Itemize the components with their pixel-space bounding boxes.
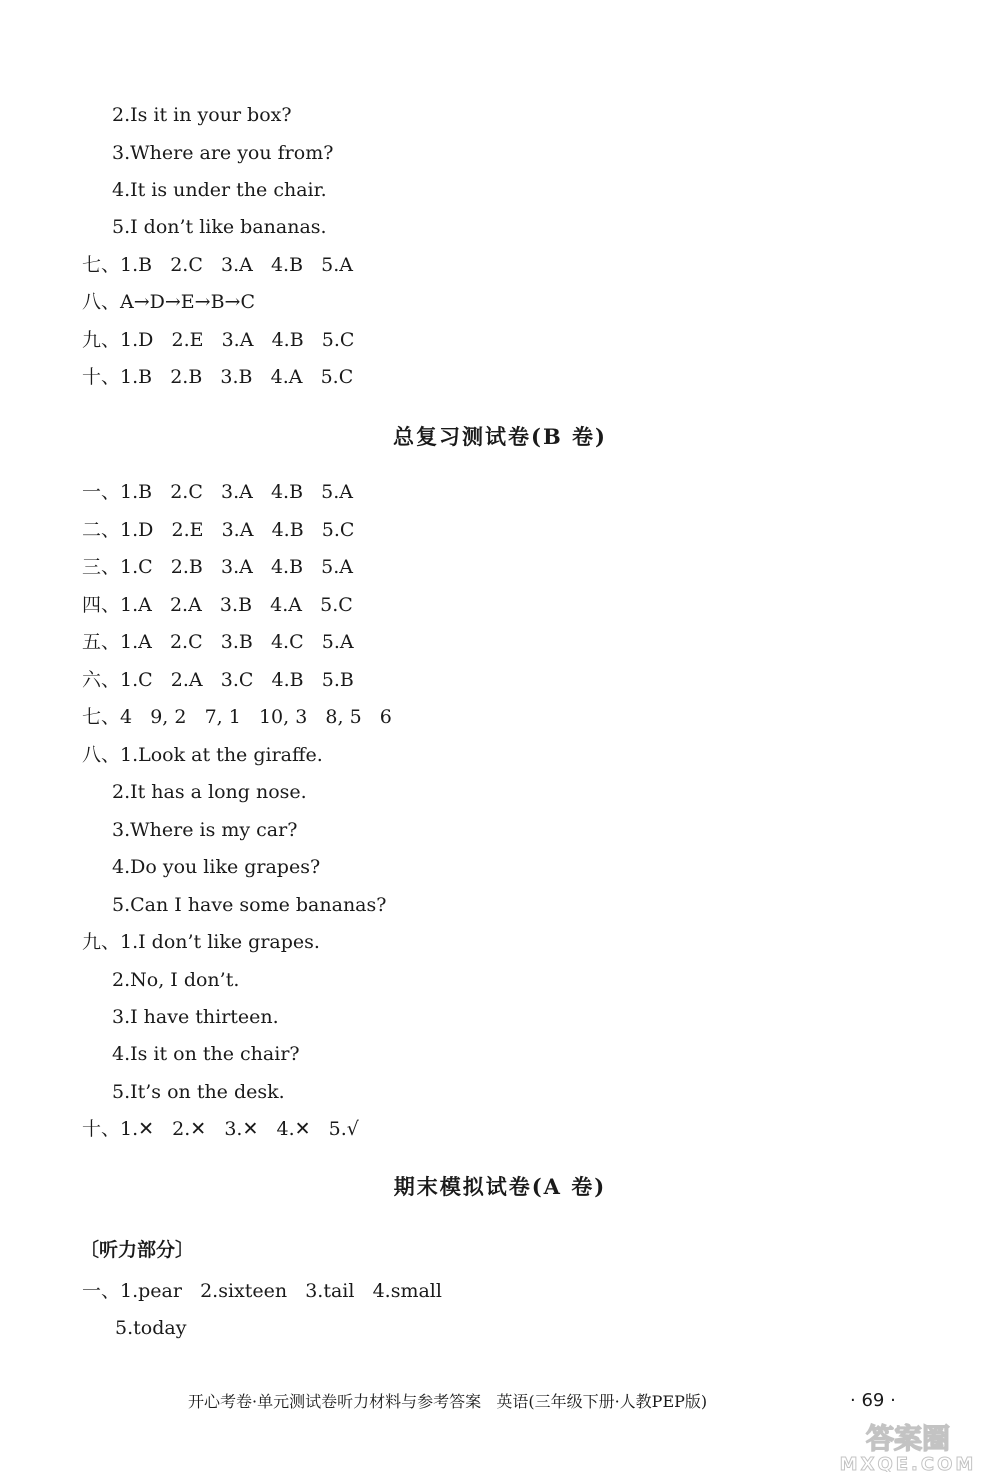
answer-line: 4.Do you like grapes? [112,856,321,878]
answer-line: 九、1.I don’t like grapes. [82,931,320,953]
page-footer: 开心考卷·单元测试卷听力材料与参考答案 英语(三年级下册·人教PEP版) [188,1392,708,1411]
answer-line: 2.No, I don’t. [112,969,240,991]
answer-line: 一、1.pear 2.sixteen 3.tail 4.small [82,1280,442,1302]
answer-line: 六、1.C 2.A 3.C 4.B 5.B [82,669,354,691]
answer-line: 3.I have thirteen. [112,1006,279,1028]
watermark-url: MXQE.COM [839,1454,977,1472]
answer-line: 一、1.B 2.C 3.A 4.B 5.A [82,481,354,503]
answer-line: 2.Is it in your box? [112,104,292,126]
answer-line: 5.I don’t like bananas. [112,216,327,238]
answer-line: 九、1.D 2.E 3.A 4.B 5.C [82,329,355,351]
answer-line: 2.It has a long nose. [112,781,307,803]
answer-line: 八、A→D→E→B→C [82,291,256,313]
answer-line: 3.Where is my car? [112,819,298,841]
watermark-text: 答案圈 [865,1422,951,1455]
answer-line: 4.Is it on the chair? [112,1043,300,1065]
answer-line: 三、1.C 2.B 3.A 4.B 5.A [82,556,354,578]
answer-line: 5.It’s on the desk. [112,1081,285,1103]
section-heading-b: 总复习测试卷(B 卷) [393,424,607,449]
answer-line: 4.It is under the chair. [112,179,327,201]
answer-line: 七、4 9, 2 7, 1 10, 3 8, 5 6 [82,706,392,728]
page-number: · 69 · [850,1390,896,1411]
answer-line: 5.Can I have some bananas? [112,894,387,916]
answer-line: 十、1.✕ 2.✕ 3.✕ 4.✕ 5.√ [82,1118,359,1140]
answer-line: 八、1.Look at the giraffe. [82,744,323,766]
listening-section-label: 〔听力部分〕 [80,1239,195,1261]
watermark-logo [822,1418,994,1472]
answer-line: 七、1.B 2.C 3.A 4.B 5.A [82,254,354,276]
answer-line: 四、1.A 2.A 3.B 4.A 5.C [82,594,353,616]
answer-line: 十、1.B 2.B 3.B 4.A 5.C [82,366,354,388]
section-heading-a: 期末模拟试卷(A 卷) [393,1174,607,1199]
answer-line: 5.today [115,1317,187,1339]
answer-line: 五、1.A 2.C 3.B 4.C 5.A [82,631,354,653]
answer-line: 二、1.D 2.E 3.A 4.B 5.C [82,519,355,541]
answer-line: 3.Where are you from? [112,142,334,164]
